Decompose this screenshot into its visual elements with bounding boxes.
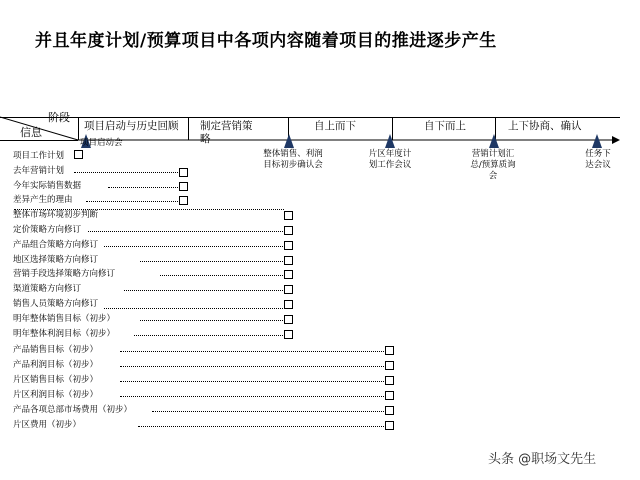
row-leader-16 [120, 381, 384, 382]
row-label-16: 片区销售目标（初步） [13, 375, 99, 385]
row-marker-15 [385, 361, 394, 370]
row-marker-18 [385, 406, 394, 415]
row-label-1: 项目工作计划 [13, 151, 65, 161]
row-leader-6 [88, 231, 283, 232]
row-leader-19 [138, 426, 384, 427]
milestone-marker-5 [592, 134, 602, 148]
row-marker-1 [74, 150, 83, 159]
row-label-18: 产品各项总部市场费用（初步） [13, 405, 133, 415]
milestone-5-label: 任务下达会议 [585, 149, 611, 170]
row-label-9: 营销手段选择策略方向修订 [13, 269, 116, 279]
row-marker-16 [385, 376, 394, 385]
row-marker-8 [284, 256, 293, 265]
phase-4-label: 自下而上 [424, 120, 466, 132]
row-label-3: 今年实际销售数据 [13, 181, 82, 191]
milestone-2-label: 整体销售、利润目标初步确认会 [263, 149, 323, 170]
row-leader-10 [124, 290, 283, 291]
row-marker-3 [179, 182, 188, 191]
row-marker-5 [284, 211, 293, 220]
row-leader-17 [120, 396, 384, 397]
row-marker-6 [284, 226, 293, 235]
row-marker-7 [284, 241, 293, 250]
page-title: 并且年度计划/预算项目中各项内容随着项目的推进逐步产生 [35, 31, 497, 51]
row-marker-12 [284, 315, 293, 324]
row-leader-11 [104, 308, 283, 309]
row-leader-4 [86, 201, 178, 202]
row-label-15: 产品利润目标（初步） [13, 360, 99, 370]
row-leader-13 [134, 335, 283, 336]
milestone-1-label: 项目启动会 [80, 138, 123, 148]
phase-1-label: 项目启动与历史回顾 [84, 120, 179, 132]
row-marker-14 [385, 346, 394, 355]
row-label-17: 片区利润目标（初步） [13, 390, 99, 400]
row-leader-14 [120, 351, 384, 352]
row-label-10: 渠道策略方向修订 [13, 284, 82, 294]
phase-divider-1 [78, 117, 79, 140]
row-label-11: 销售人员策略方向修订 [13, 299, 99, 309]
phase-5-label: 上下协商、确认 [508, 120, 582, 132]
row-marker-9 [284, 270, 293, 279]
row-leader-9 [160, 275, 283, 276]
row-label-6: 定价策略方向修订 [13, 225, 82, 235]
row-label-7: 产品组合策略方向修订 [13, 240, 99, 250]
milestone-marker-4 [489, 134, 499, 148]
row-marker-17 [385, 391, 394, 400]
row-label-5: 整体市场环境初步判断 [13, 210, 99, 220]
phase-3-label: 自上而下 [314, 120, 356, 132]
row-leader-5 [14, 209, 284, 210]
corner-stage-label: 阶段 [48, 111, 70, 124]
row-leader-3 [108, 187, 178, 188]
watermark: 头条 @职场文先生 [488, 452, 597, 467]
row-leader-8 [140, 261, 283, 262]
row-leader-2 [74, 172, 178, 173]
row-marker-13 [284, 330, 293, 339]
phase-divider-2 [188, 117, 189, 140]
row-marker-4 [179, 196, 188, 205]
row-label-19: 片区费用（初步） [13, 420, 82, 430]
row-label-12: 明年整体销售目标（初步） [13, 314, 116, 324]
row-label-2: 去年营销计划 [13, 166, 65, 176]
row-marker-2 [179, 168, 188, 177]
corner-info-label: 信息 [20, 126, 42, 139]
row-label-4: 差异产生的理由 [13, 195, 73, 205]
row-leader-7 [104, 246, 283, 247]
milestone-marker-2 [284, 134, 294, 148]
row-label-14: 产品销售目标（初步） [13, 345, 99, 355]
row-marker-19 [385, 421, 394, 430]
phase-2-label: 制定营销策略 [200, 120, 253, 145]
row-leader-18 [152, 411, 384, 412]
row-leader-15 [120, 366, 384, 367]
milestone-marker-3 [385, 134, 395, 148]
row-label-13: 明年整体利润目标（初步） [13, 329, 116, 339]
milestone-3-label: 片区年度计划工作会议 [368, 149, 412, 170]
row-label-8: 地区选择策略方向修订 [13, 255, 99, 265]
row-marker-11 [284, 300, 293, 309]
row-leader-12 [140, 320, 283, 321]
row-marker-10 [284, 285, 293, 294]
milestone-4-label: 营销计划汇总/预算质询会 [470, 149, 516, 181]
